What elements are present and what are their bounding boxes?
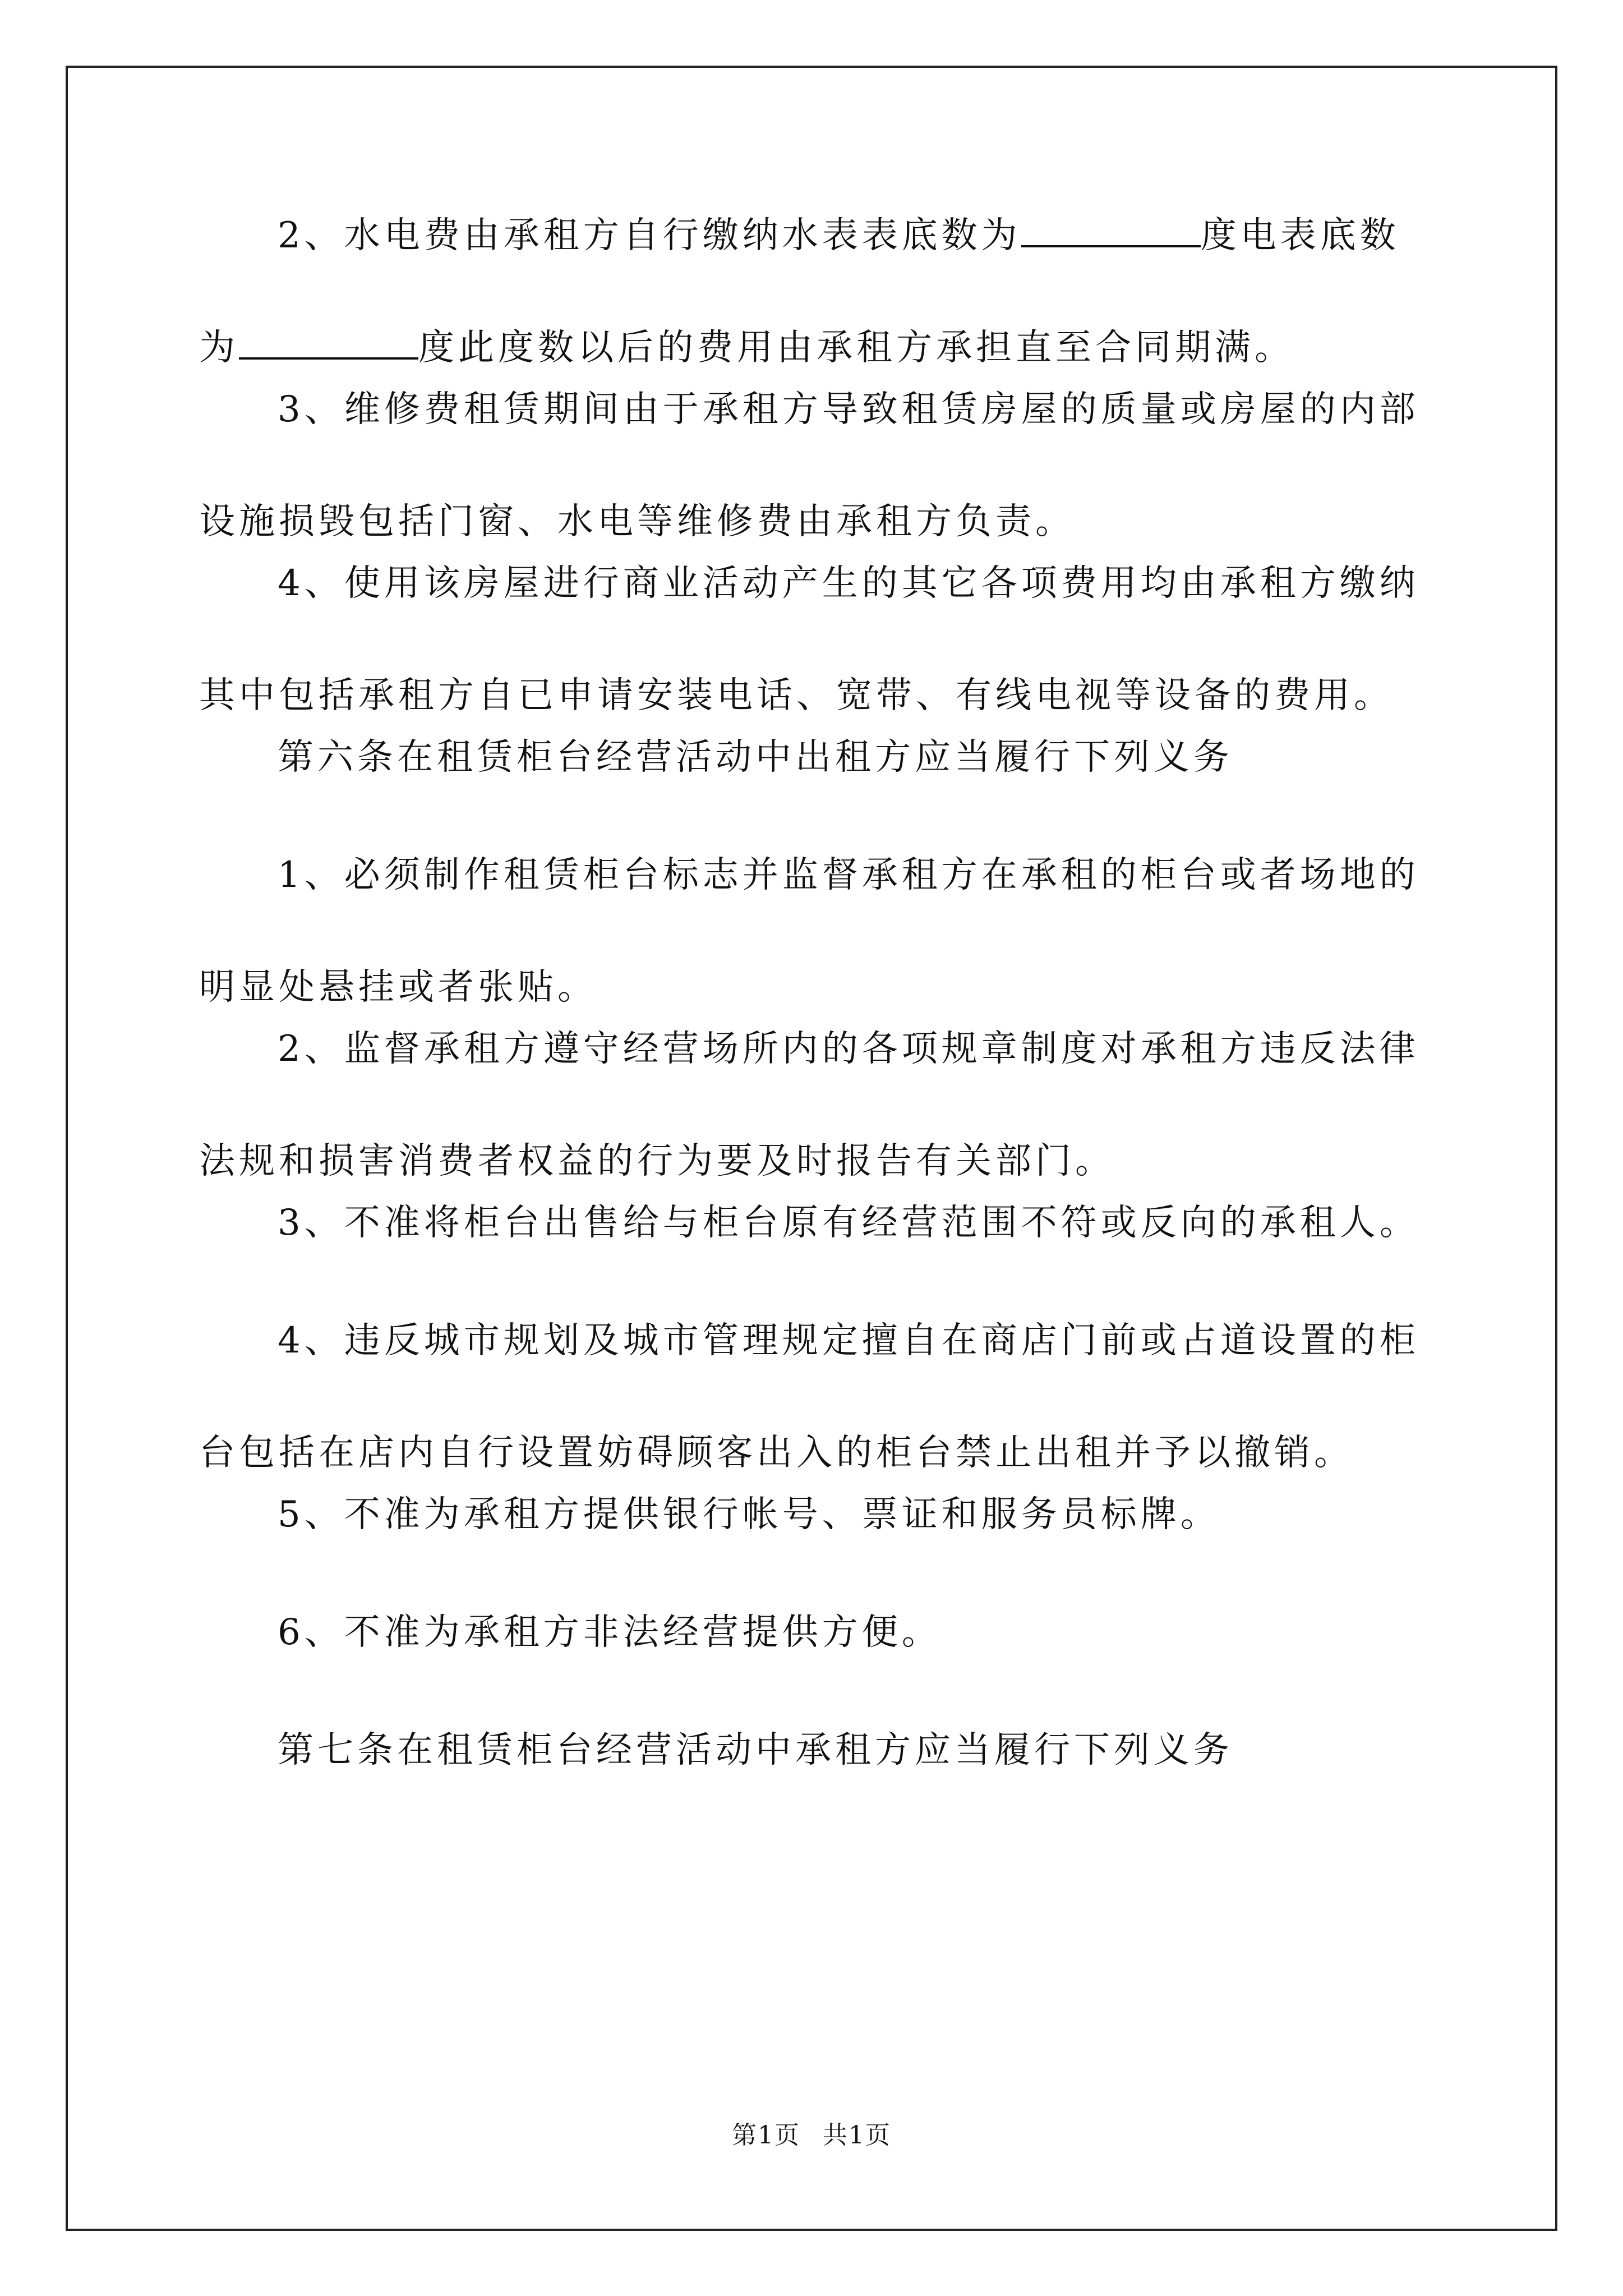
paragraph-duty-3: [199, 1195, 1427, 1313]
document-body: [199, 208, 1427, 1840]
article-seven-heading: [199, 1722, 1427, 1840]
paragraph-other-fees: [199, 555, 1427, 729]
paragraph-text: 2、水电费由承租方自行缴纳水表表底数为: [278, 215, 1021, 256]
paragraph-line: 第七条在租赁柜台经营活动中承租方应当履行下列义务: [278, 1729, 1233, 1771]
paragraph-line: 设施损毁包括门窗、水电等维修费由承租方负责。: [199, 501, 1075, 542]
paragraph-text: 度此度数以后的费用由承租方承担直至合同期满。: [418, 327, 1294, 369]
paragraph-duty-4: [199, 1313, 1427, 1487]
page-number-current: 第1页: [732, 2121, 800, 2150]
paragraph-duty-5: [199, 1487, 1427, 1604]
paragraph-line: 明显处悬挂或者张贴。: [199, 967, 597, 1008]
paragraph-duty-1: [199, 847, 1427, 1021]
fill-in-blank: [239, 323, 418, 360]
paragraph-text: 度电表底数: [1200, 215, 1400, 256]
paragraph-utilities: [199, 208, 1427, 381]
paragraph-line: 6、不准为承租方非法经营提供方便。: [278, 1612, 942, 1653]
paragraph-line: 其中包括承租方自已申请安装电话、宽带、有线电视等设备的费用。: [199, 675, 1394, 716]
paragraph-duty-2: [199, 1021, 1427, 1195]
paragraph-line: 1、必须制作租赁柜台标志并监督承租方在承租的柜台或者场地的: [278, 854, 1419, 896]
fill-in-blank: [1021, 210, 1201, 247]
paragraph-line: 3、不准将柜台出售给与柜台原有经营范围不符或反向的承租人。: [278, 1202, 1419, 1244]
paragraph-line: 4、违反城市规划及城市管理规定擅自在商店门前或占道设置的柜: [278, 1320, 1419, 1361]
paragraph-line: 第六条在租赁柜台经营活动中出租方应当履行下列义务: [278, 737, 1233, 778]
paragraph-line: 法规和损害消费者权益的行为要及时报告有关部门。: [199, 1140, 1115, 1182]
paragraph-text: 为: [199, 327, 239, 369]
paragraph-line: 台包括在店内自行设置妨碍顾客出入的柜台禁止出租并予以撤销。: [199, 1432, 1354, 1474]
paragraph-line: [199, 208, 1427, 264]
article-six-heading: [199, 729, 1427, 847]
page-footer: [0, 2115, 1623, 2151]
paragraph-line: [199, 320, 1427, 376]
paragraph-line: 4、使用该房屋进行商业活动产生的其它各项费用均由承租方缴纳: [278, 563, 1419, 604]
page-number-total: 共1页: [823, 2121, 891, 2150]
paragraph-line: 3、维修费租赁期间由于承租方导致租赁房屋的质量或房屋的内部: [278, 389, 1419, 430]
paragraph-line: 5、不准为承租方提供银行帐号、票证和服务员标牌。: [278, 1494, 1220, 1535]
paragraph-maintenance: [199, 381, 1427, 555]
paragraph-line: 2、监督承租方遵守经营场所内的各项规章制度对承租方违反法律: [278, 1028, 1419, 1070]
paragraph-duty-6: [199, 1604, 1427, 1722]
